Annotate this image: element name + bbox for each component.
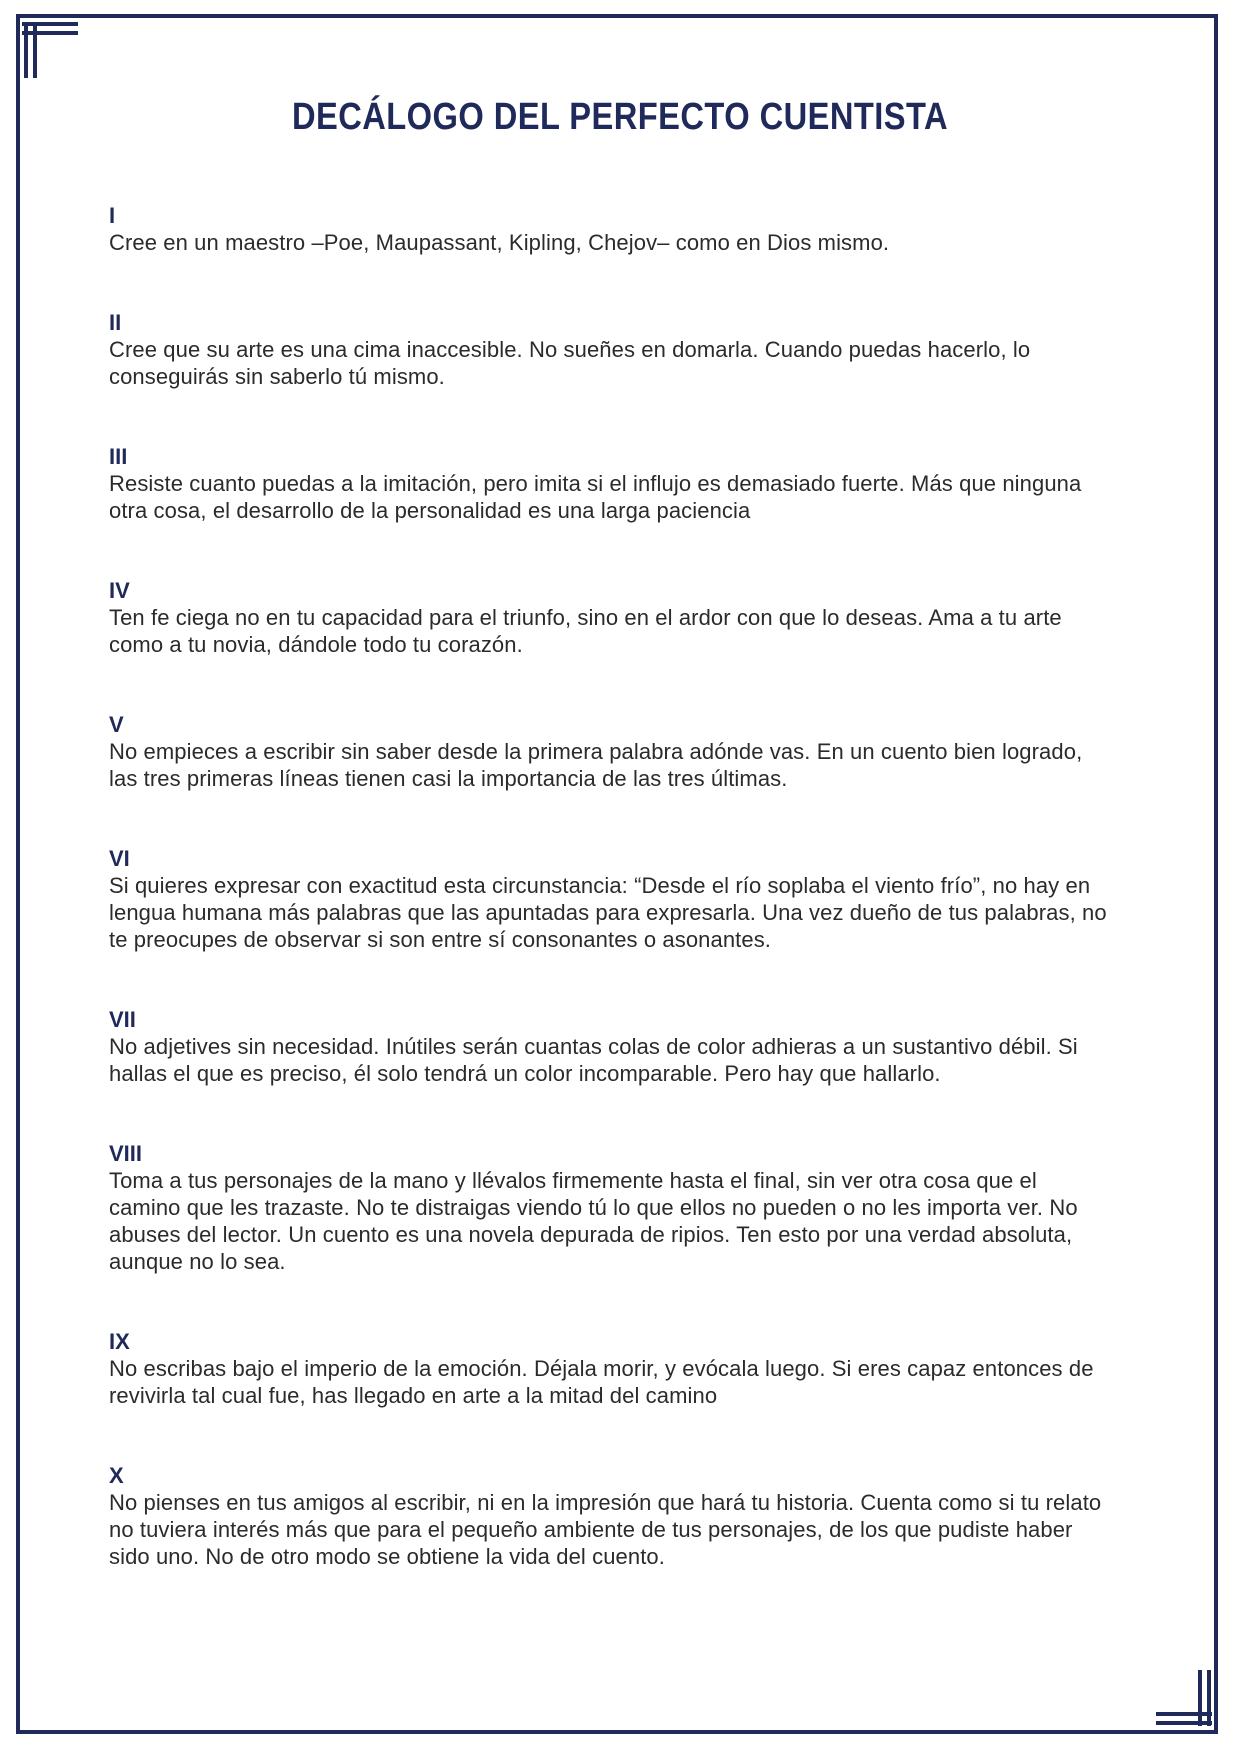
rule-item — [109, 1463, 1109, 1570]
rule-item — [109, 1007, 1109, 1087]
rule-numeral: IX — [109, 1329, 130, 1354]
rule-text: Ten fe ciega no en tu capacidad para el triunfo, sino en el ardor con que lo deseas. Ama a tu arte como a tu novia, dándole todo tu corazón. — [109, 605, 1062, 657]
corner-ornament-top-left-line — [22, 31, 78, 35]
corner-ornament-top-left-line — [33, 22, 37, 78]
corner-ornament-bottom-right-line — [1198, 1670, 1202, 1726]
corner-ornament-bottom-right-line — [1156, 1712, 1212, 1716]
rule-numeral: V — [109, 712, 124, 737]
rule-text: Resiste cuanto puedas a la imitación, pero imita si el influjo es demasiado fuerte. Más que ninguna otra cosa, el desarrollo de la personalidad es una larga paciencia — [109, 471, 1082, 523]
rule-item — [109, 1141, 1109, 1275]
rule-numeral: VIII — [109, 1141, 143, 1166]
rules-list — [109, 203, 1109, 1624]
page-title: DECÁLOGO DEL PERFECTO CUENTISTA — [291, 96, 949, 138]
rule-item — [109, 444, 1109, 524]
rule-text: No escribas bajo el imperio de la emoción. Déjala morir, y evócala luego. Si eres capaz entonces de revivirla tal cual fue, has llegado en arte a la mitad del camino — [109, 1356, 1094, 1408]
rule-numeral: VI — [109, 846, 130, 871]
corner-ornament-top-left-line — [24, 22, 28, 78]
rule-numeral: IV — [109, 578, 130, 603]
rule-item — [109, 203, 1109, 256]
rule-item — [109, 712, 1109, 792]
corner-ornament-bottom-right-line — [1156, 1721, 1212, 1725]
rule-text: Cree que su arte es una cima inaccesible. No sueñes en domarla. Cuando puedas hacerlo, lo conseguirás sin saberlo tú mismo. — [109, 337, 1031, 389]
rule-text: No empieces a escribir sin saber desde la primera palabra adónde vas. En un cuento bien logrado, las tres primeras líneas tienen casi la importancia de las tres últimas. — [109, 739, 1083, 791]
rule-numeral: II — [109, 310, 122, 335]
rule-numeral: III — [109, 444, 128, 469]
rule-text: No pienses en tus amigos al escribir, ni en la impresión que hará tu historia. Cuenta como si tu relato no tuviera interés más que para el pequeño ambiente de tus personajes, de los que pudiste haber sido uno. No de otro modo se obtiene la vida del cuento. — [109, 1490, 1102, 1569]
rule-item — [109, 846, 1109, 953]
rule-text: Toma a tus personajes de la mano y llévalos firmemente hasta el final, sin ver otra cosa que el camino que les trazaste. No te distraigas viendo tú lo que ellos no pueden o no les importa ver. No abuses del lector. Un cuento es una novela depurada de ripios. Ten esto por una verdad absoluta, aunque no lo sea. — [109, 1168, 1078, 1274]
rule-item — [109, 1329, 1109, 1409]
rule-numeral: X — [109, 1463, 124, 1488]
rule-text: Cree en un maestro –Poe, Maupassant, Kipling, Chejov– como en Dios mismo. — [109, 230, 890, 255]
rule-numeral: VII — [109, 1007, 136, 1032]
rule-text: Si quieres expresar con exactitud esta circunstancia: “Desde el río soplaba el viento frío”, no hay en lengua humana más palabras que las apuntadas para expresarla. Una vez dueño de tus palabras, no te preocupes de observar si son entre sí consonantes o asonantes. — [109, 873, 1107, 952]
corner-ornament-top-left-line — [22, 22, 78, 26]
rule-text: No adjetives sin necesidad. Inútiles serán cuantas colas de color adhieras a un sustantivo débil. Si hallas el que es preciso, él solo tendrá un color incomparable. Pero hay que hallarlo. — [109, 1034, 1078, 1086]
rule-item — [109, 310, 1109, 390]
corner-ornament-bottom-right-line — [1207, 1670, 1211, 1726]
rule-numeral: I — [109, 203, 116, 228]
rule-item — [109, 578, 1109, 658]
